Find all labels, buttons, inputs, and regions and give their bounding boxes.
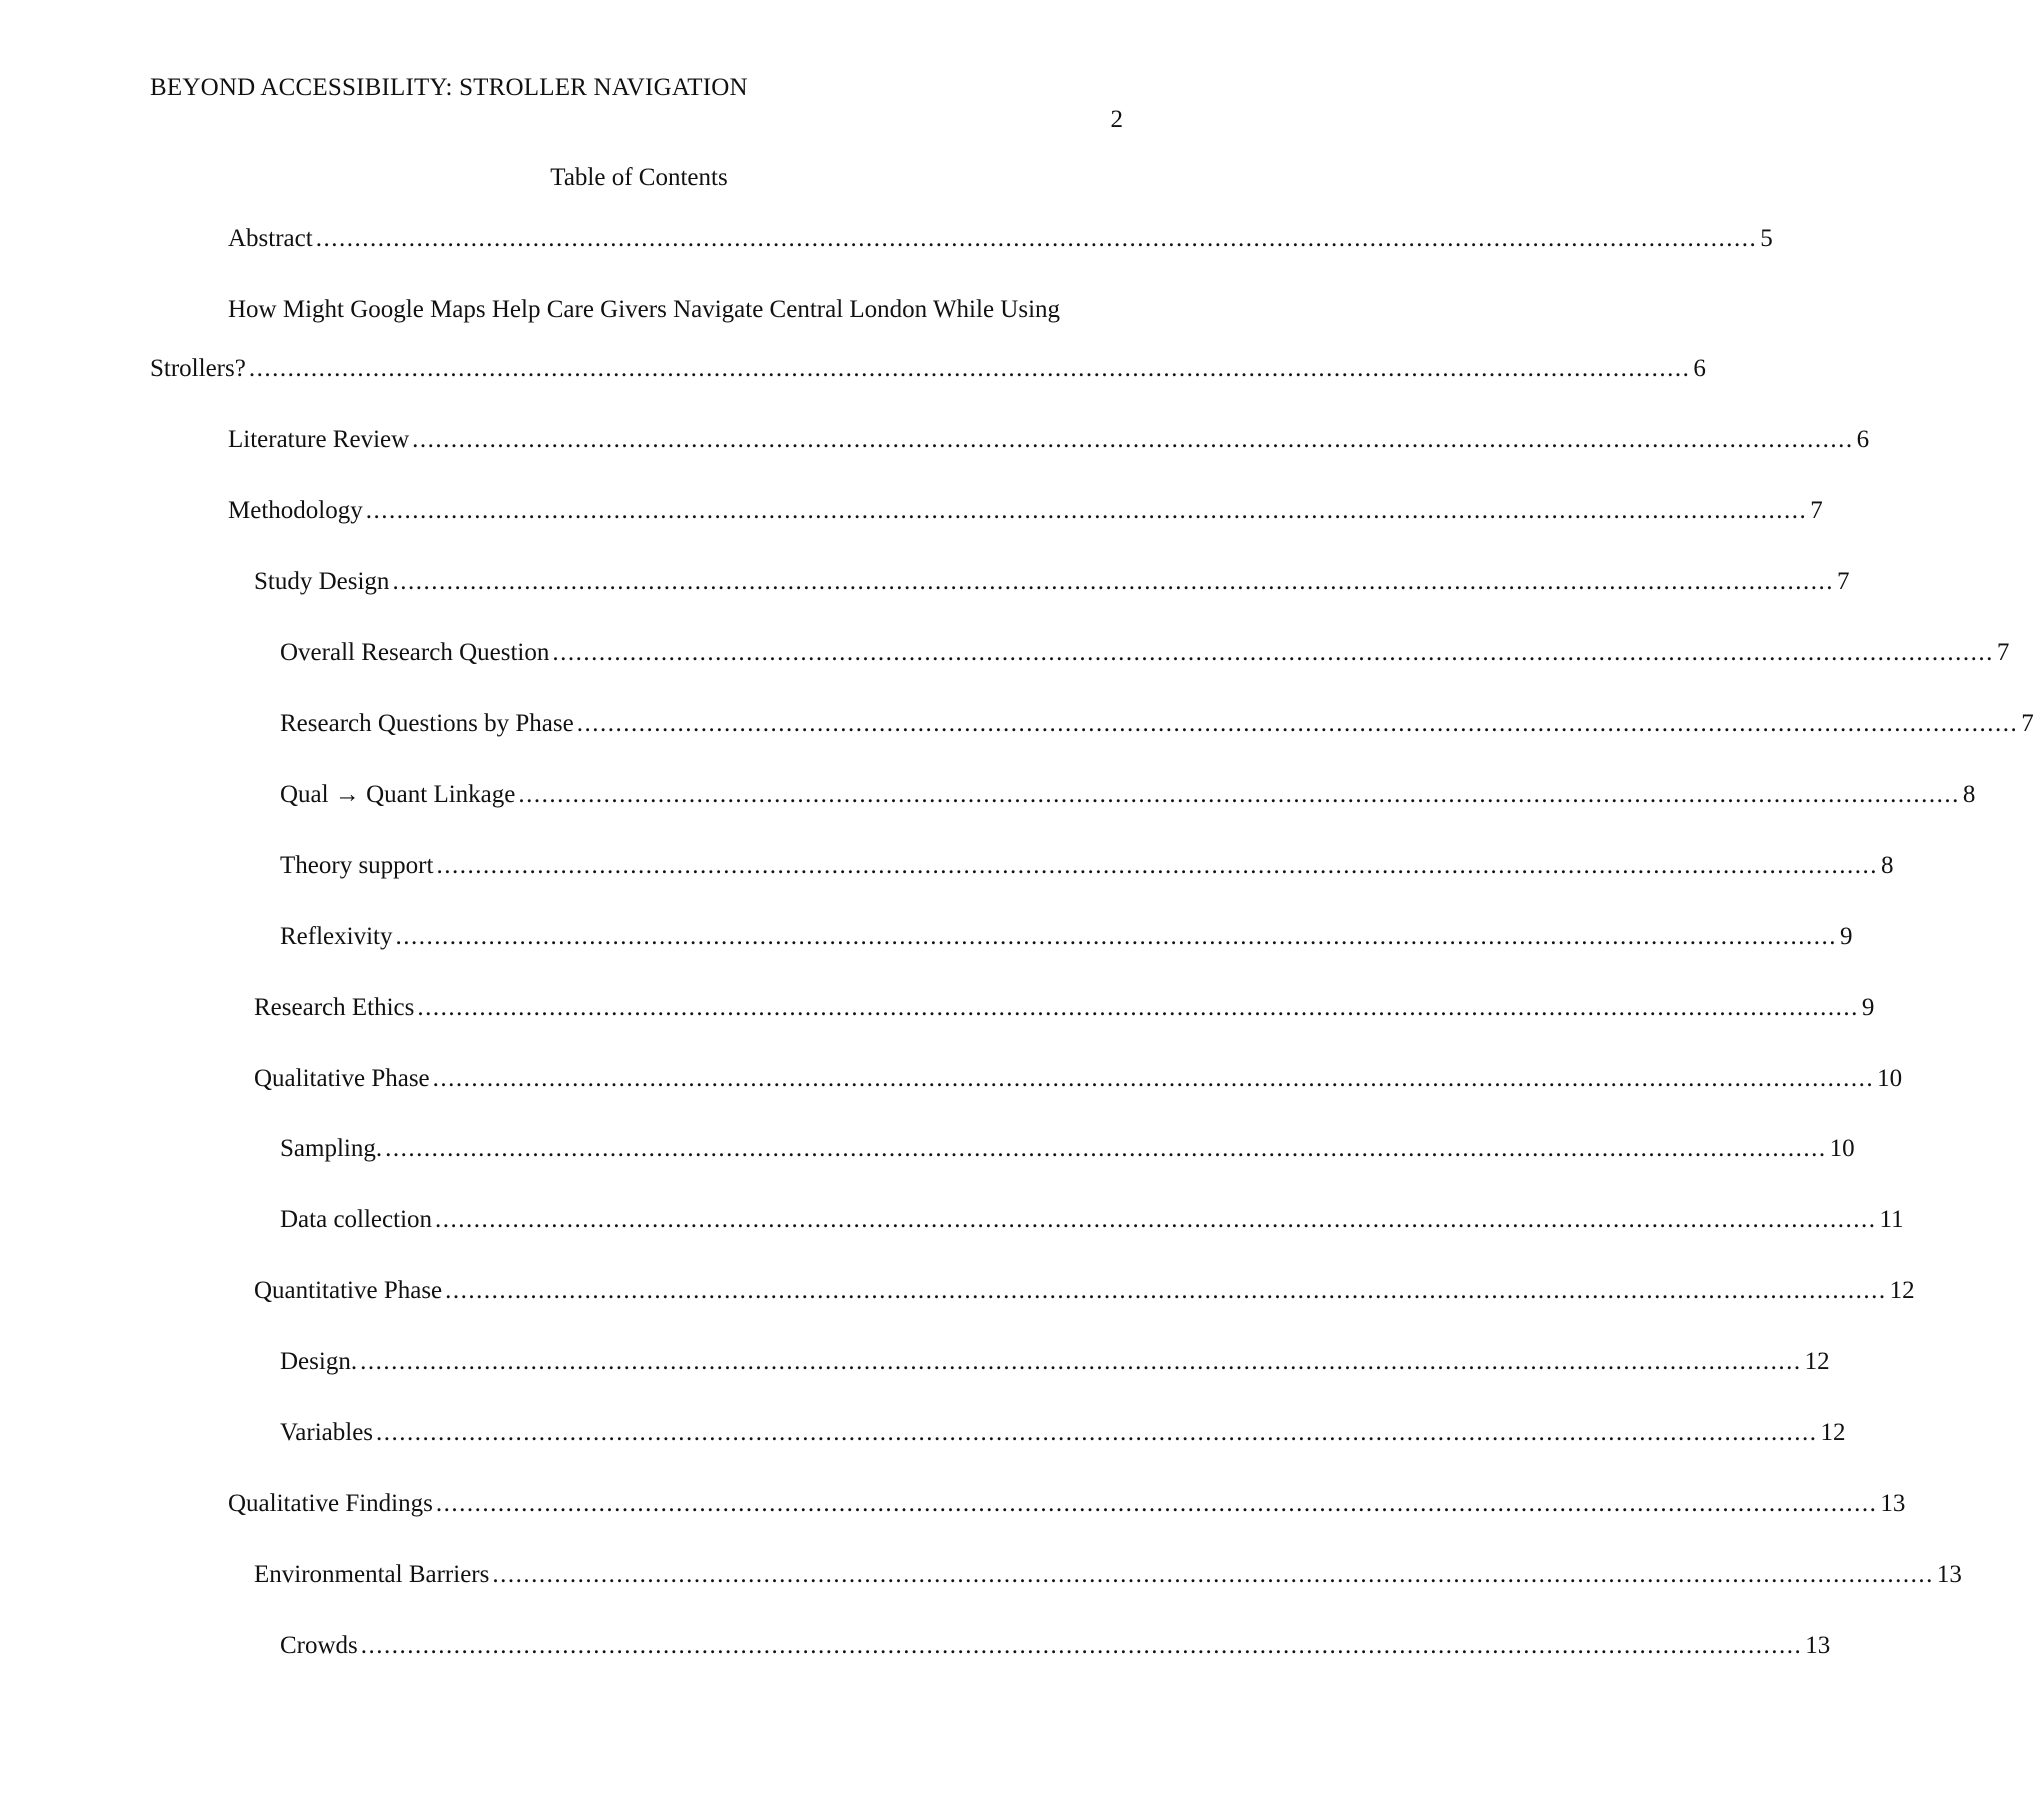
toc-entry-literature-review[interactable] bbox=[228, 423, 1870, 457]
toc-entry-quantitative-phase[interactable] bbox=[254, 1274, 1915, 1308]
toc-entry-page: 12 bbox=[1889, 1277, 1915, 1304]
toc-entry-label: Data collection bbox=[280, 1206, 433, 1233]
toc-entry-data-collection[interactable] bbox=[280, 1203, 1904, 1237]
dot-leader: .......................................................................................................................................................................................... bbox=[435, 1206, 1877, 1233]
dot-leader: .......................................................................................................................................................................................... bbox=[248, 355, 1691, 382]
dot-leader: .......................................................................................................................................................................................... bbox=[315, 225, 1758, 252]
toc-entry-label: Design. bbox=[280, 1348, 358, 1375]
toc-entry-main-title-line1[interactable]: How Might Google Maps Help Care Givers Navigate Central London While Using bbox=[228, 296, 1061, 323]
dot-leader: .......................................................................................................................................................................................... bbox=[376, 1419, 1818, 1446]
dot-leader: .......................................................................................................................................................................................... bbox=[360, 1348, 1802, 1375]
toc-entry-label: Literature Review bbox=[228, 426, 410, 453]
toc-entry-design[interactable] bbox=[280, 1345, 1830, 1379]
toc-entry-page: 7 bbox=[1810, 497, 1823, 524]
toc-entry-label: Methodology bbox=[228, 497, 363, 524]
toc-entry-label: Theory support bbox=[280, 852, 434, 879]
dot-leader: .......................................................................................................................................................................................... bbox=[445, 1277, 1887, 1304]
toc-entry-page: 10 bbox=[1829, 1135, 1855, 1162]
toc-entry-abstract[interactable] bbox=[228, 222, 1773, 256]
toc-entry-qual-quant-linkage[interactable] bbox=[280, 778, 1976, 812]
toc-entry-page: 5 bbox=[1760, 225, 1773, 252]
toc-entry-page: 9 bbox=[1861, 994, 1875, 1021]
toc-entry-reflexivity[interactable] bbox=[280, 920, 1853, 954]
dot-leader: .......................................................................................................................................................................................... bbox=[552, 639, 1994, 666]
page-number: 2 bbox=[1110, 106, 1123, 133]
toc-entry-variables[interactable] bbox=[280, 1416, 1846, 1450]
dot-leader: .......................................................................................................................................................................................... bbox=[492, 1561, 1934, 1588]
toc-title: Table of Contents bbox=[550, 164, 728, 191]
toc-entry-theory-support[interactable] bbox=[280, 849, 1894, 883]
toc-entry-page: 13 bbox=[1805, 1632, 1831, 1659]
toc-entry-page: 6 bbox=[1693, 355, 1706, 382]
toc-entry-label: Crowds bbox=[280, 1632, 358, 1659]
toc-entry-overall-research-question[interactable] bbox=[280, 636, 2010, 670]
toc-entry-page: 7 bbox=[2021, 710, 2034, 737]
dot-leader: .......................................................................................................................................................................................... bbox=[395, 923, 1837, 950]
toc-entry-label: Qual → Quant Linkage bbox=[280, 781, 516, 808]
toc-entry-label: Abstract bbox=[228, 225, 313, 252]
toc-entry-page: 11 bbox=[1879, 1206, 1904, 1233]
toc-entry-label: Research Questions by Phase bbox=[280, 710, 574, 737]
toc-entry-main-title[interactable] bbox=[150, 352, 1706, 386]
toc-entry-methodology[interactable] bbox=[228, 494, 1823, 528]
toc-entry-sampling[interactable] bbox=[280, 1132, 1855, 1166]
toc-entry-label: Reflexivity bbox=[280, 923, 393, 950]
toc-entry-label: Study Design bbox=[254, 568, 390, 595]
toc-entry-page: 13 bbox=[1936, 1561, 1962, 1588]
toc-entry-environmental-barriers[interactable] bbox=[254, 1558, 1962, 1592]
toc-entry-label: Sampling. bbox=[280, 1135, 383, 1162]
toc-entry-page: 7 bbox=[1996, 639, 2010, 666]
toc-entry-label: Overall Research Question bbox=[280, 639, 550, 666]
toc-entry-study-design[interactable] bbox=[254, 565, 1850, 599]
dot-leader: .......................................................................................................................................................................................... bbox=[436, 852, 1878, 879]
toc-entry-label: Strollers? bbox=[150, 355, 246, 382]
dot-leader: .......................................................................................................................................................................................... bbox=[365, 497, 1808, 524]
dot-leader: .......................................................................................................................................................................................... bbox=[392, 568, 1834, 595]
dot-leader: .......................................................................................................................................................................................... bbox=[412, 426, 1854, 453]
toc-entry-page: 8 bbox=[1962, 781, 1976, 808]
toc-entry-crowds[interactable] bbox=[280, 1629, 1831, 1663]
dot-leader: .......................................................................................................................................................................................... bbox=[518, 781, 1960, 808]
toc-entry-page: 12 bbox=[1804, 1348, 1830, 1375]
toc-entry-label: Environmental Barriers bbox=[254, 1561, 490, 1588]
toc-entry-research-ethics[interactable] bbox=[254, 991, 1875, 1025]
toc-entry-page: 10 bbox=[1877, 1065, 1903, 1092]
toc-entry-research-questions-by-phase[interactable] bbox=[280, 707, 2034, 741]
toc-entry-label: Qualitative Phase bbox=[254, 1065, 430, 1092]
toc-entry-label: Research Ethics bbox=[254, 994, 415, 1021]
dot-leader: .......................................................................................................................................................................................... bbox=[417, 994, 1859, 1021]
toc-entry-page: 7 bbox=[1836, 568, 1850, 595]
toc-entry-page: 12 bbox=[1820, 1419, 1846, 1446]
toc-entry-label: Quantitative Phase bbox=[254, 1277, 443, 1304]
toc-entry-qualitative-findings[interactable] bbox=[228, 1487, 1906, 1521]
toc-entry-qualitative-phase[interactable] bbox=[254, 1062, 1903, 1096]
running-head: BEYOND ACCESSIBILITY: STROLLER NAVIGATION bbox=[150, 74, 748, 101]
dot-leader: .......................................................................................................................................................................................... bbox=[385, 1135, 1827, 1162]
dot-leader: .......................................................................................................................................................................................... bbox=[435, 1490, 1878, 1517]
toc-entry-page: 13 bbox=[1880, 1490, 1906, 1517]
toc-entry-label: Variables bbox=[280, 1419, 374, 1446]
toc-entry-page: 9 bbox=[1839, 923, 1853, 950]
dot-leader: .......................................................................................................................................................................................... bbox=[576, 710, 2019, 737]
toc-entry-label: Qualitative Findings bbox=[228, 1490, 433, 1517]
dot-leader: .......................................................................................................................................................................................... bbox=[432, 1065, 1875, 1092]
toc-entry-page: 8 bbox=[1880, 852, 1894, 879]
dot-leader: .......................................................................................................................................................................................... bbox=[360, 1632, 1803, 1659]
toc-entry-page: 6 bbox=[1856, 426, 1870, 453]
